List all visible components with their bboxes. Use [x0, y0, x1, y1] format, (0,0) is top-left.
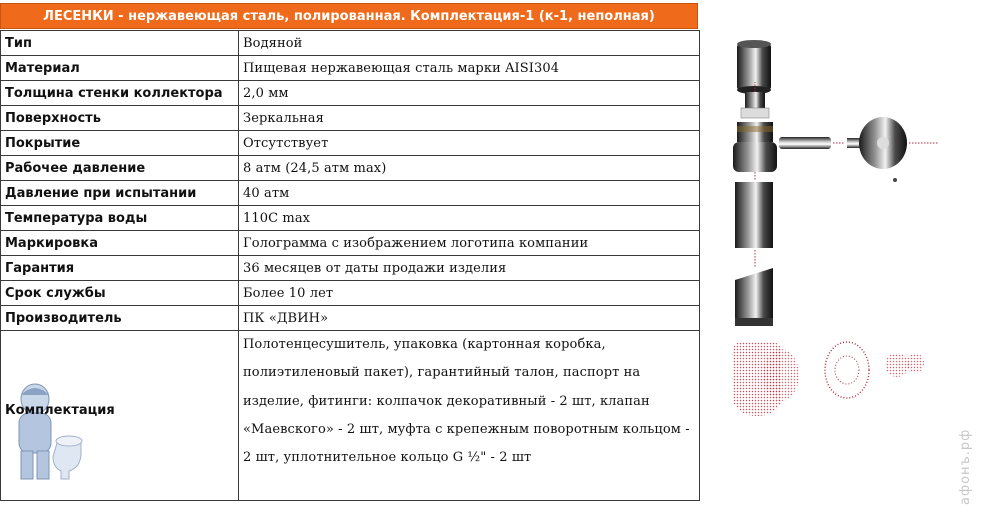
spec-value: 36 месяцев от даты продажи изделия — [239, 256, 700, 281]
kit-label: Комплектация — [5, 403, 115, 418]
collector-pipe-icon — [735, 182, 773, 326]
table-row — [1, 156, 700, 181]
spec-value: Голограмма с изображением логотипа компании — [239, 231, 700, 256]
product-exploded-illustration — [715, 30, 985, 480]
spec-label: Срок службы — [1, 281, 239, 306]
table-row — [1, 231, 700, 256]
kit-value-cell — [239, 331, 700, 501]
spec-label: Температура воды — [1, 206, 239, 231]
table-row — [1, 131, 700, 156]
spec-label: Покрытие — [1, 131, 239, 156]
spec-value: Зеркальная — [239, 106, 700, 131]
wall-mount-flange-icon — [779, 117, 939, 182]
table-row-kit — [1, 331, 700, 501]
spec-label: Толщина стенки коллектора — [1, 81, 239, 106]
spec-label: Материал — [1, 56, 239, 81]
spec-label: Производитель — [1, 306, 239, 331]
spec-label: Маркировка — [1, 231, 239, 256]
spec-label: Гарантия — [1, 256, 239, 281]
decorative-cap-icon — [737, 40, 771, 94]
spec-label: Рабочее давление — [1, 156, 239, 181]
table-row — [1, 256, 700, 281]
table-row — [1, 181, 700, 206]
spec-value: Водяной — [239, 31, 700, 56]
table-row — [1, 31, 700, 56]
spec-label: Тип — [1, 31, 239, 56]
spec-value: 40 атм — [239, 181, 700, 206]
fitting-outline-icon — [733, 342, 924, 416]
spec-table — [0, 30, 700, 501]
table-row — [1, 106, 700, 131]
table-row — [1, 206, 700, 231]
spec-value: Более 10 лет — [239, 281, 700, 306]
spec-value: 8 атм (24,5 атм max) — [239, 156, 700, 181]
spec-label: Давление при испытании — [1, 181, 239, 206]
spec-value: ПК «ДВИН» — [239, 306, 700, 331]
sheet-title: ЛЕСЕНКИ - нержавеющая сталь, полированная. Комплектация-1 (к-1, неполная) — [0, 3, 698, 29]
table-row — [1, 306, 700, 331]
table-row — [1, 56, 700, 81]
table-row — [1, 81, 700, 106]
spec-value: Отсутствует — [239, 131, 700, 156]
plumber-mascot-icon — [5, 377, 87, 487]
spec-value: 2,0 мм — [239, 81, 700, 106]
spec-label: Поверхность — [1, 106, 239, 131]
kit-label-cell — [1, 331, 239, 501]
spec-value: Пищевая нержавеющая сталь марки AISI304 — [239, 56, 700, 81]
spec-value: 110С max — [239, 206, 700, 231]
coupling-icon — [733, 122, 777, 180]
kit-value: Полотенцесушитель, упаковка (картонная коробка, полиэтиленовый пакет), гарантийный талон, паспорт на изделие, фитинги: колпачок декоративный - 2 шт, клапан «Маевского» - 2 шт, муфта с крепежным поворотным кольцом - 2 шт, уплотнительное кольцо G ½" - 2 шт — [243, 337, 690, 466]
table-row — [1, 281, 700, 306]
watermark: афонъ.рф — [958, 428, 973, 505]
